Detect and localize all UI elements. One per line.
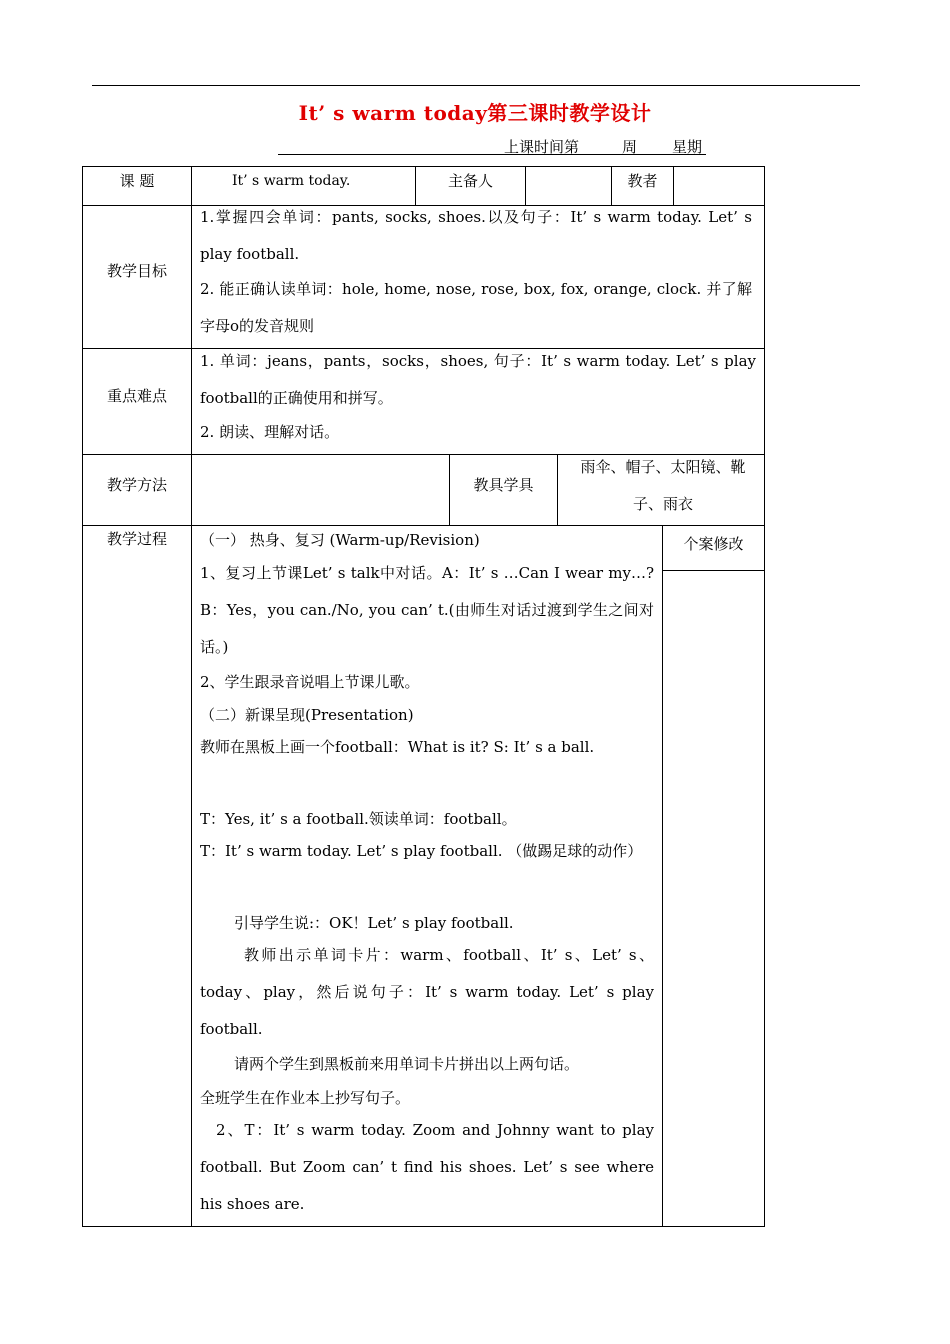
table-border-left [82,166,83,1227]
aids-value: 雨伞、帽子、太阳镜、靴子、雨衣 [580,458,746,513]
process-line: 2、T：It’ s warm today. Zoom and Johnny want to play football. But Zoom can’ t find his shoes. Let’ s see where his shoes are. [200,1121,654,1213]
process-line: 全班学生在作业本上抄写句子。 [200,1089,411,1107]
process-line: 1、复习上节课Let’ s talk中对话。A：It’ s …Can I wear my…? B：Yes，you can./No, you can’ t.(由师生对话过渡到学生之间对话。) [200,564,654,656]
process-line: T：Yes, it’ s a football.领读单词：football。 [200,810,517,828]
teacher-label: 教者 [627,172,658,190]
topic-label: 课 题 [119,172,155,190]
process-line: T：It’ s warm today. Let’ s play football. （做踢足球的动作） [200,842,643,860]
key-points-label: 重点难点 [106,387,167,405]
aids-label: 教具学具 [473,476,534,494]
edit-notes-label: 个案修改 [683,535,744,553]
process-line: 2、学生跟录音说唱上节课儿歌。 [200,673,420,691]
header-rule [92,85,860,86]
table-border-right [764,166,765,1227]
methods-label: 教学方法 [106,476,167,494]
process-line: 教师在黑板上画一个football：What is it? S: It’ s a ball. [200,738,595,756]
label-column-divider [191,166,192,1227]
class-time-weekday: 星期 [672,138,703,156]
process-line: 请两个学生到黑板前来用单词卡片拼出以上两句话。 [234,1055,580,1073]
objectives-label: 教学目标 [106,262,167,280]
objectives-item-2: 2. 能正确认读单词：hole, home, nose, rose, box, fox, orange, clock. 并了解字母o的发音规则 [200,280,752,335]
topic-value: It’ s warm today. [232,173,351,189]
column-divider [662,525,663,1227]
page-title: It’ s warm today第三课时教学设计 [298,101,652,125]
edit-header-divider [662,570,765,571]
class-time-week: 周 [622,138,638,156]
key-points-item-1: 1. 单词：jeans，pants，socks，shoes, 句子：It’ s warm today. Let’ s play football的正确使用和拼写。 [200,352,756,407]
class-time-line [278,136,706,155]
process-line: 教师出示单词卡片：warm、football、It’ s、Let’ s、today、play，然后说句子：It’ s warm today. Let’ s play football. [200,946,654,1038]
objectives-item-1: 1.掌握四会单词：pants, socks, shoes.以及句子：It’ s warm today. Let’ s play football. [200,208,752,263]
key-points-item-2: 2. 朗读、理解对话。 [200,423,340,441]
process-line: 引导学生说:：OK！Let’ s play football. [234,914,514,932]
process-line: （二）新课呈现(Presentation) [200,706,414,724]
preparer-label: 主备人 [447,172,493,190]
class-time-label: 上课时间第 [504,138,580,156]
process-line: （一） 热身、复习 (Warm-up/Revision) [200,531,480,549]
process-label: 教学过程 [106,530,167,548]
